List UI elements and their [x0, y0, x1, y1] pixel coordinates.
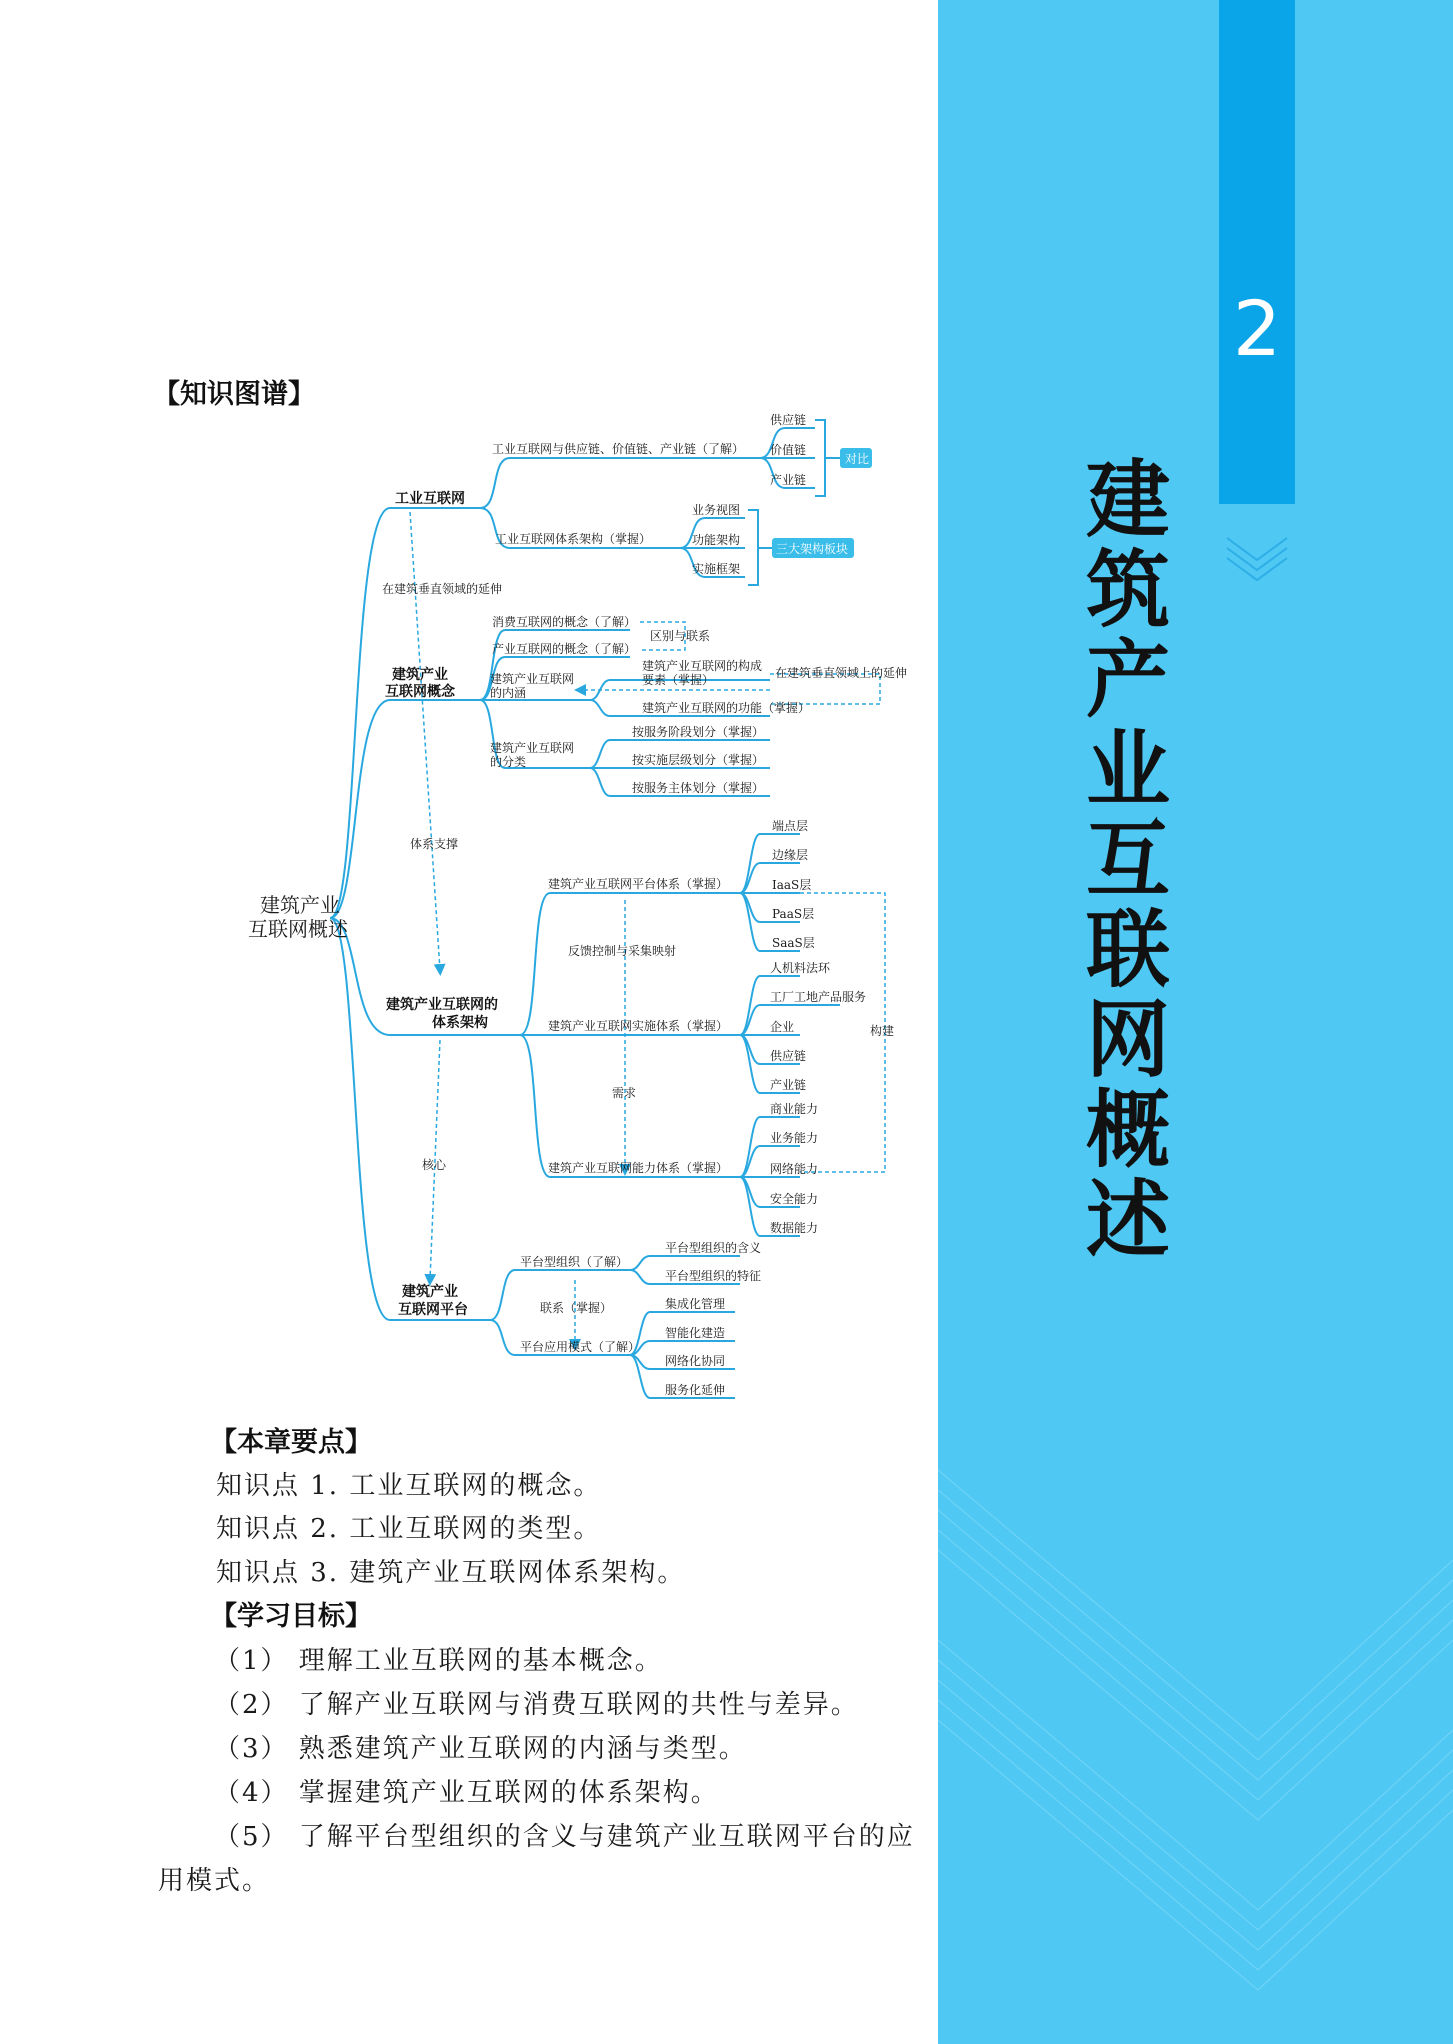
classification-line2: 的分类	[490, 755, 527, 769]
key-point-item: 知识点 2. 工业互联网的类型。	[216, 1514, 602, 1544]
impl-item: 产业链	[770, 1078, 807, 1092]
platform-node-line2: 互联网平台	[398, 1302, 468, 1318]
platform-layer: PaaS层	[772, 907, 815, 921]
mode-item: 网络化协同	[665, 1354, 726, 1368]
architecture-node-line2: 体系架构	[432, 1015, 488, 1031]
org-node: 平台型组织（了解）	[520, 1255, 629, 1269]
concept-node-line1: 建筑产业	[392, 667, 448, 683]
platform-system: 建筑产业互联网平台体系（掌握）	[548, 877, 729, 891]
root-node-line2: 互联网概述	[248, 917, 348, 941]
chain-item: 产业链	[770, 473, 807, 487]
concept-node-line2: 互联网概念	[385, 684, 455, 700]
chapter-title-char: 建	[1085, 450, 1170, 549]
mode-item: 集成化管理	[665, 1297, 726, 1311]
relation-system-support: 体系支撑	[410, 837, 459, 851]
key-point-item: 知识点 3. 建筑产业互联网体系架构。	[216, 1558, 686, 1588]
views-tag: 三大架构板块	[776, 542, 849, 556]
chevron-down-icon	[1219, 530, 1295, 590]
class-item: 按服务阶段划分（掌握）	[632, 725, 765, 739]
view-item: 功能架构	[692, 533, 741, 547]
mode-item: 服务化延伸	[665, 1383, 726, 1397]
chapter-sidebar	[938, 0, 1453, 2044]
chapter-tab	[1219, 0, 1295, 504]
relation-core: 核心	[422, 1158, 447, 1172]
capability-item: 业务能力	[770, 1131, 819, 1145]
org-item: 平台型组织的特征	[665, 1269, 762, 1283]
key-points-heading: 【本章要点】	[210, 1427, 372, 1458]
chapter-title-char: 网	[1085, 990, 1170, 1089]
mode-node: 平台应用模式（了解）	[520, 1340, 641, 1354]
class-item: 按服务主体划分（掌握）	[632, 781, 765, 795]
objective-item: （1） 理解工业互联网的基本概念。	[214, 1646, 663, 1676]
objective-item: （5） 了解平台型组织的含义与建筑产业互联网平台的应	[214, 1822, 915, 1852]
function-item: 建筑产业互联网的功能（掌握）	[642, 701, 811, 715]
platform-node-line1: 建筑产业	[402, 1284, 458, 1300]
chapter-title	[1078, 450, 1178, 1269]
objective-item: （2） 了解产业互联网与消费互联网的共性与差异。	[214, 1690, 859, 1720]
decorative-chevron-lines	[938, 1440, 1453, 2044]
link-label: 联系（掌握）	[540, 1301, 613, 1315]
capability-item: 数据能力	[770, 1221, 819, 1235]
diff-label: 区别与联系	[650, 629, 711, 643]
feedback-label: 反馈控制与采集映射	[568, 944, 677, 958]
connotation-line1: 建筑产业互联网	[490, 672, 575, 686]
platform-layer: IaaS层	[772, 878, 812, 892]
build-label: 构建	[870, 1024, 895, 1038]
chapter-title-char: 述	[1085, 1170, 1170, 1269]
capability-item: 商业能力	[770, 1102, 819, 1116]
industry-concept: 产业互联网的概念（了解）	[492, 642, 637, 656]
platform-layer: SaaS层	[772, 936, 815, 950]
capability-item: 网络能力	[770, 1162, 819, 1176]
chapter-number: 2	[1232, 284, 1282, 373]
chain-item: 供应链	[770, 413, 807, 427]
consumer-concept: 消费互联网的概念（了解）	[492, 615, 637, 629]
platform-layer: 端点层	[772, 819, 809, 833]
composition-line1: 建筑产业互联网的构成	[642, 659, 763, 673]
chapter-title-char: 概	[1085, 1080, 1170, 1179]
chain-item: 价值链	[770, 443, 807, 457]
demand-label: 需求	[612, 1086, 637, 1100]
impl-item: 供应链	[770, 1049, 807, 1063]
impl-system: 建筑产业互联网实施体系（掌握）	[548, 1019, 729, 1033]
objective-item: （4） 掌握建筑产业互联网的体系架构。	[214, 1778, 719, 1808]
chapter-title-char: 产	[1085, 630, 1170, 729]
industrial-node: 工业互联网	[395, 491, 465, 507]
view-item: 业务视图	[692, 503, 741, 517]
chapter-title-char: 筑	[1085, 540, 1170, 639]
chapter-title-char: 联	[1085, 900, 1170, 999]
objective-item-continued: 用模式。	[158, 1866, 271, 1896]
impl-item: 企业	[770, 1020, 795, 1034]
root-node-line1: 建筑产业	[260, 893, 340, 917]
knowledge-map-heading: 【知识图谱】	[153, 379, 315, 410]
arch-branch: 工业互联网体系架构（掌握）	[495, 532, 652, 546]
chapter-title-char: 互	[1085, 810, 1170, 909]
view-item: 实施框架	[692, 562, 741, 576]
org-item: 平台型组织的含义	[665, 1241, 762, 1255]
chains-tag: 对比	[845, 452, 870, 466]
chapter-title-char: 业	[1085, 720, 1170, 819]
classification-line1: 建筑产业互联网	[490, 741, 575, 755]
platform-layer: 边缘层	[772, 848, 809, 862]
relation-extension: 在建筑垂直领域的延伸	[382, 582, 503, 596]
mode-item: 智能化建造	[665, 1326, 726, 1340]
impl-item: 人机料法环	[770, 961, 831, 975]
impl-item: 工厂工地产品服务	[770, 990, 867, 1004]
capability-item: 安全能力	[770, 1192, 819, 1206]
objective-item: （3） 熟悉建筑产业互联网的内涵与类型。	[214, 1734, 747, 1764]
supply-branch: 工业互联网与供应链、价值链、产业链（了解）	[492, 442, 745, 456]
capability-system: 建筑产业互联网能力体系（掌握）	[548, 1161, 729, 1175]
vertical-extension: 在建筑垂直领域上的延伸	[775, 666, 908, 680]
class-item: 按实施层级划分（掌握）	[632, 753, 765, 767]
objectives-heading: 【学习目标】	[210, 1601, 372, 1632]
knowledge-mindmap	[200, 400, 930, 1410]
architecture-node-line1: 建筑产业互联网的	[386, 997, 498, 1013]
composition-line2: 要素（掌握）	[642, 673, 715, 687]
connotation-line2: 的内涵	[490, 686, 527, 700]
key-point-item: 知识点 1. 工业互联网的概念。	[216, 1471, 602, 1501]
